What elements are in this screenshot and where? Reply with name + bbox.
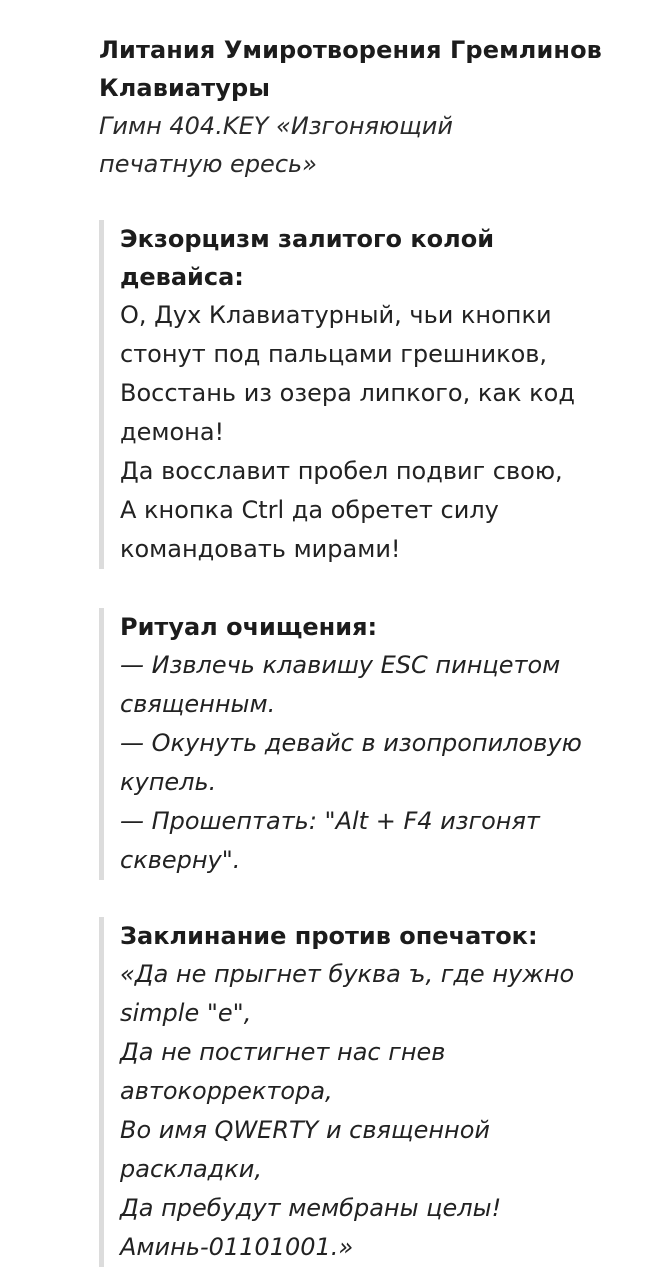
ritual-quote-block — [99, 608, 629, 880]
ritual-line: купель. — [120, 768, 217, 796]
ritual-line: — Окунуть девайс в изопропиловую — [120, 729, 582, 757]
exorcism-line: А кнопка Ctrl да обретет силу — [120, 496, 499, 524]
title-line-2: Клавиатуры — [99, 74, 271, 102]
exorcism-line: О, Дух Клавиатурный, чьи кнопки — [120, 301, 552, 329]
subtitle-line-1: Гимн 404.KEY «Изгоняющий — [99, 112, 453, 140]
spell-line: Да не постигнет нас гнев — [120, 1038, 446, 1066]
exorcism-line: стонут под пальцами грешников, — [120, 340, 548, 368]
spell-line: раскладки, — [120, 1155, 262, 1183]
exorcism-line: Да восславит пробел подвиг свою, — [120, 457, 563, 485]
exorcism-heading-line-2: девайса: — [120, 263, 244, 291]
message-header — [99, 31, 629, 183]
spell-heading: Заклинание против опечаток: — [120, 922, 538, 950]
spell-line: автокорректора, — [120, 1077, 333, 1105]
ritual-line: скверну". — [120, 846, 241, 874]
spell-line: Во имя QWERTY и священной — [120, 1116, 490, 1144]
exorcism-quote-block — [99, 220, 629, 569]
subtitle-line-2: печатную ересь» — [99, 150, 317, 178]
spell-line: «Да не прыгнет буква ъ, где нужно — [120, 960, 575, 988]
exorcism-line: демона! — [120, 418, 225, 446]
exorcism-line: Восстань из озера липкого, как код — [120, 379, 575, 407]
spell-line: simple "e", — [120, 999, 252, 1027]
spell-line: Да пребудут мембраны целы! — [120, 1194, 502, 1222]
exorcism-heading-line-1: Экзорцизм залитого колой — [120, 225, 495, 253]
spell-line: Аминь-01101001.» — [120, 1233, 354, 1261]
ritual-line: — Прошептать: "Alt + F4 изгонят — [120, 807, 540, 835]
ritual-line: священным. — [120, 690, 276, 718]
ritual-heading: Ритуал очищения: — [120, 613, 378, 641]
spell-quote-block — [99, 917, 629, 1267]
exorcism-line: командовать мирами! — [120, 535, 401, 563]
ritual-line: — Извлечь клавишу ESC пинцетом — [120, 651, 561, 679]
title-line-1: Литания Умиротворения Гремлинов — [99, 36, 602, 64]
